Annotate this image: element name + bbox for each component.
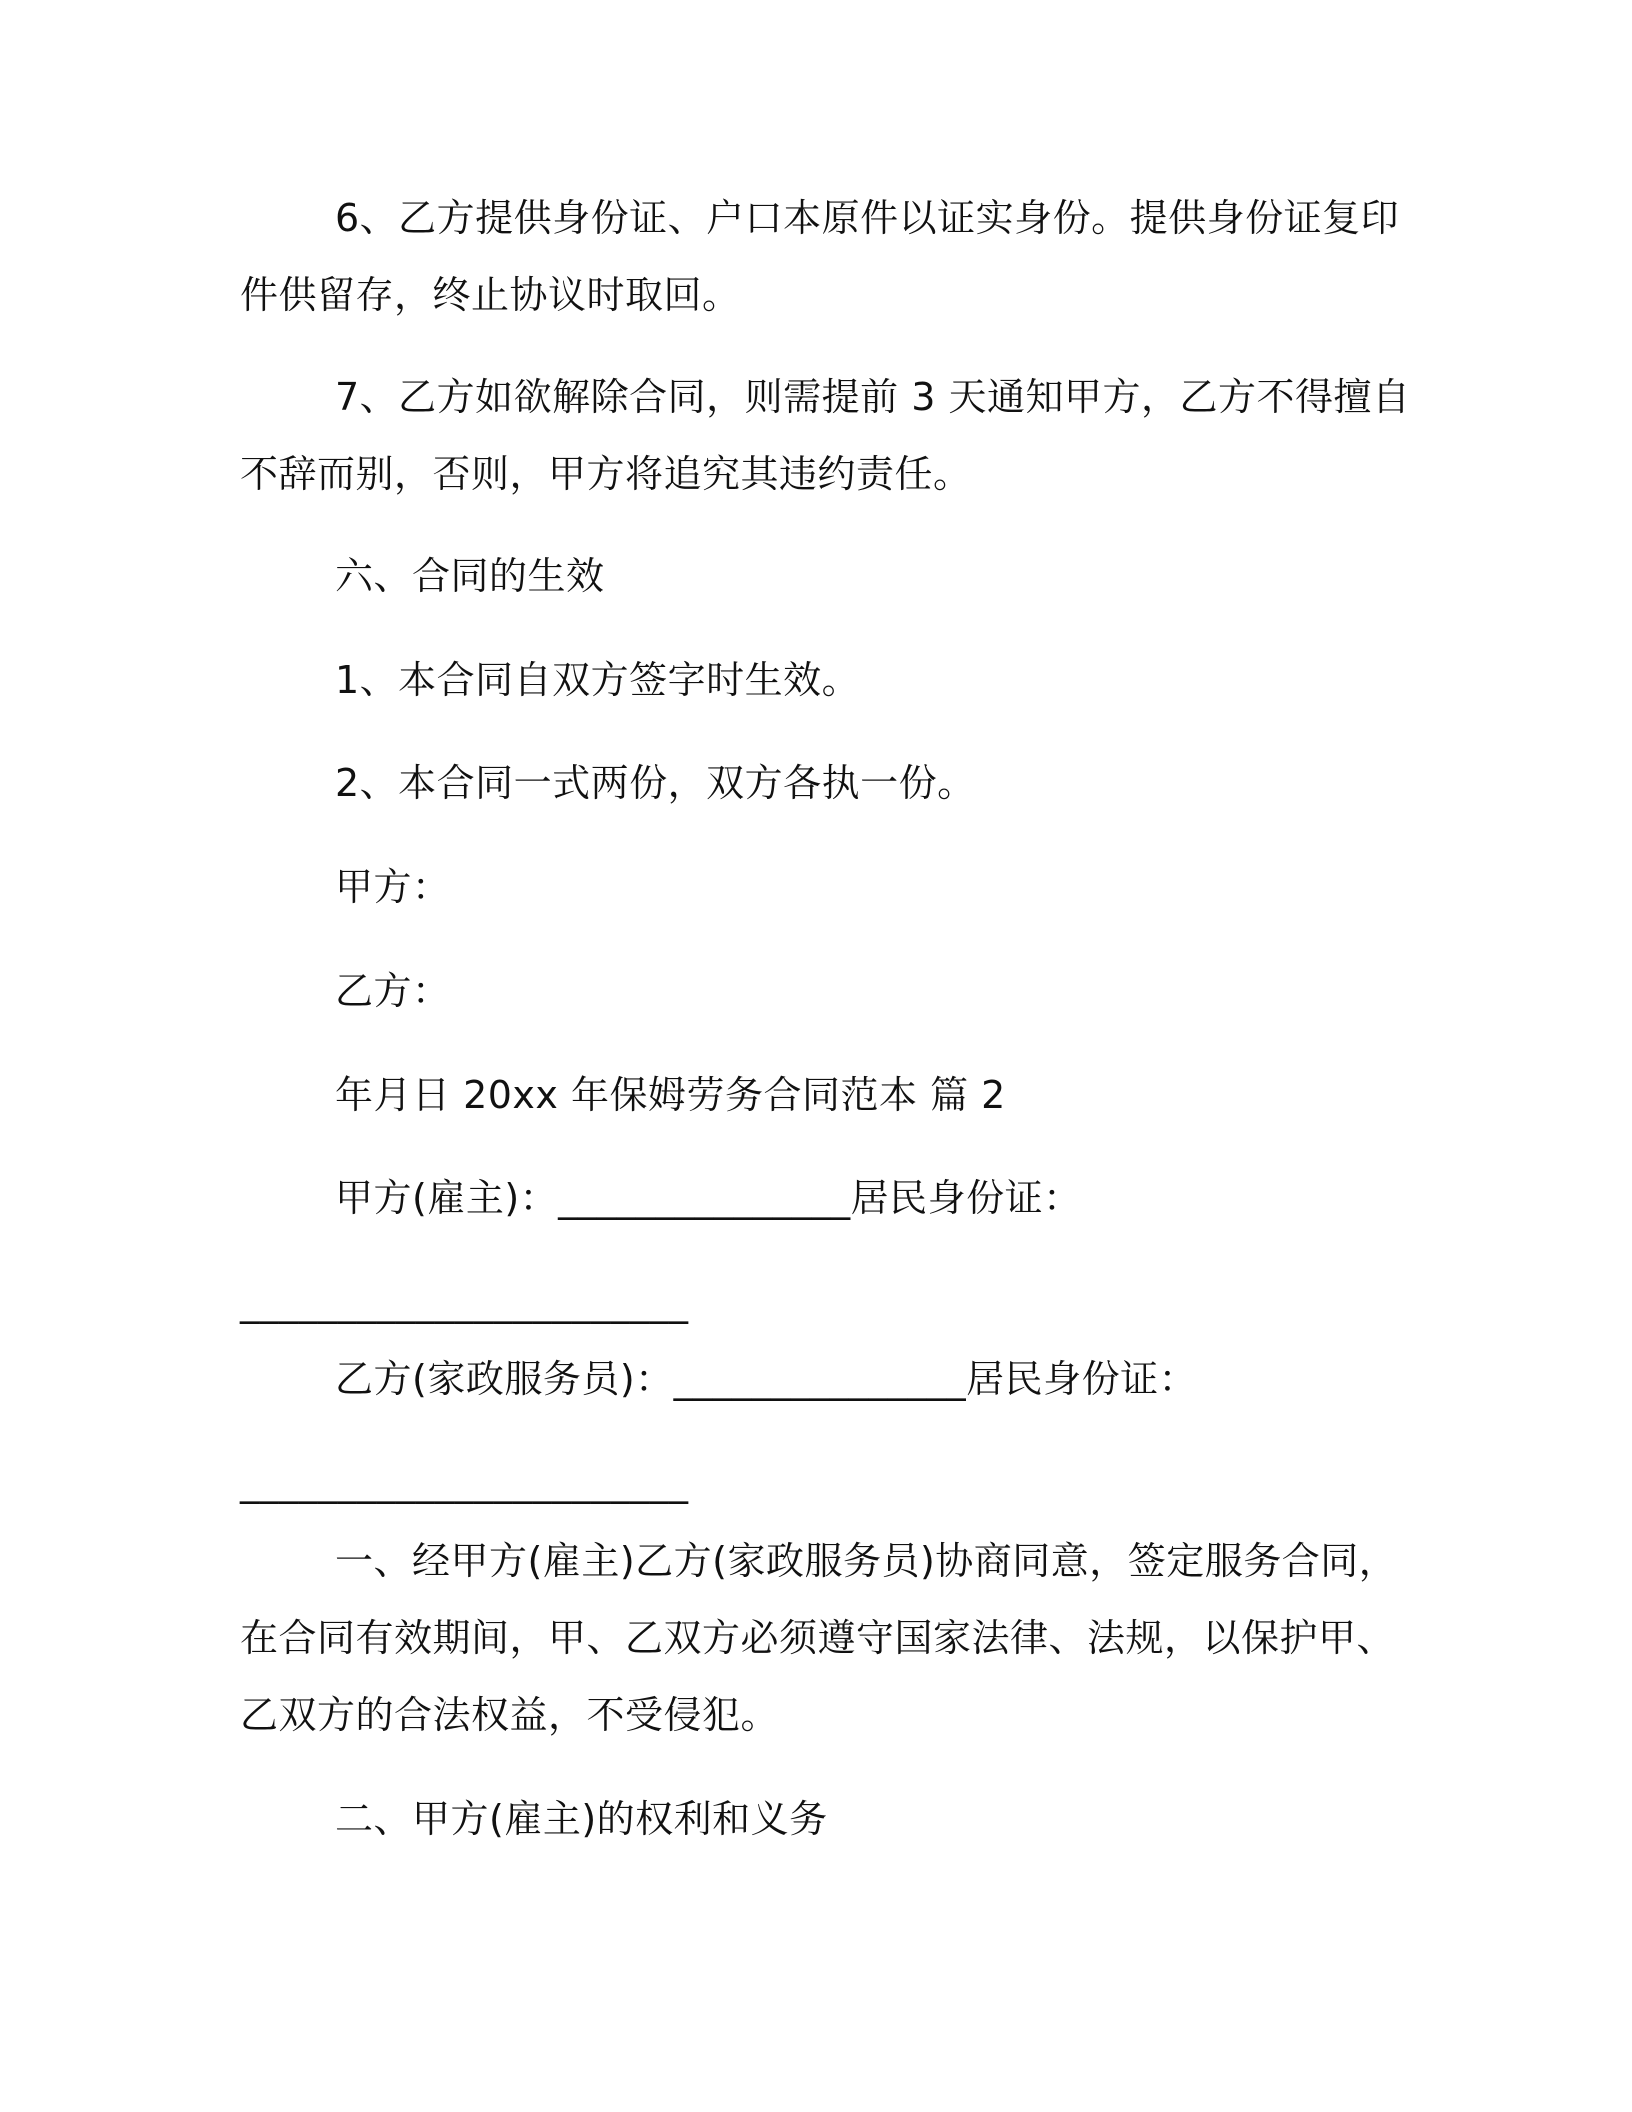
article-1-line-3: 乙双方的合法权益，不受侵犯。 [240, 1693, 780, 1737]
effect-clause-1: 1、本合同自双方签字时生效。 [335, 658, 861, 702]
domestic-worker-id-blank: _______________________ [240, 1460, 689, 1504]
clause-6-line-2: 件供留存，终止协议时取回。 [240, 273, 741, 317]
clause-7-line-2: 不辞而别，否则，甲方将追究其违约责任。 [240, 452, 972, 496]
article-2-heading: 二、甲方(雇主)的权利和义务 [335, 1797, 828, 1841]
employer-id-blank: _______________________ [240, 1280, 689, 1324]
contract-title-line: 年月日 20xx 年保姆劳务合同范本 篇 2 [335, 1073, 1006, 1117]
effect-clause-2: 2、本合同一式两份，双方各执一份。 [335, 761, 976, 805]
party-a-signature-label: 甲方： [335, 865, 451, 909]
article-1-line-2: 在合同有效期间，甲、乙双方必须遵守国家法律、法规，以保护甲、 [240, 1616, 1396, 1660]
employer-info-line: 甲方(雇主)：_______________居民身份证： [335, 1176, 1082, 1220]
clause-7-line-1: 7、乙方如欲解除合同，则需提前 3 天通知甲方，乙方不得擅自 [335, 375, 1411, 419]
domestic-worker-info-line: 乙方(家政服务员)：_______________居民身份证： [335, 1357, 1198, 1401]
section-heading-contract-effect: 六、合同的生效 [335, 554, 605, 598]
article-1-line-1: 一、经甲方(雇主)乙方(家政服务员)协商同意，签定服务合同， [335, 1539, 1398, 1583]
clause-6-line-1: 6、乙方提供身份证、户口本原件以证实身份。提供身份证复印 [335, 196, 1400, 240]
party-b-signature-label: 乙方： [335, 969, 451, 1013]
